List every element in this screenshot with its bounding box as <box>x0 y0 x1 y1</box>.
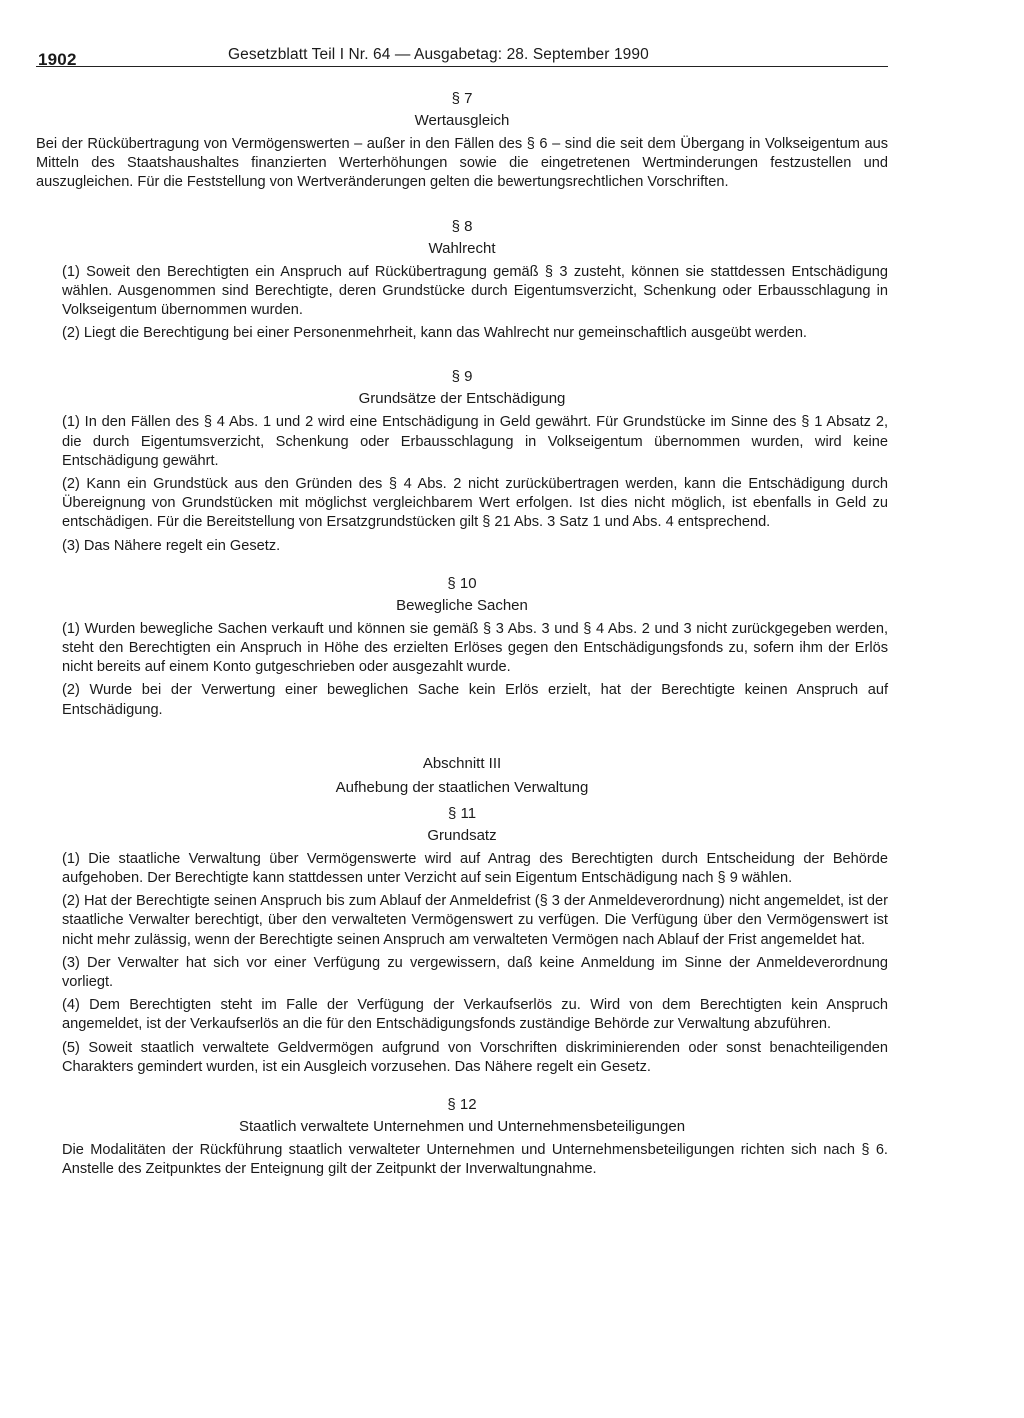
section-number: § 8 <box>451 217 473 235</box>
paragraph: (1) In den Fällen des § 4 Abs. 1 und 2 wird eine Entschädigung in Geld gewährt. Für Grundstücke im Sinne des § 1 Absatz 2, die durch Eigentumsverzicht, Schenkung oder Erbausschlagung in Volkseigentum übernommen wurden, wird keine Entschädigung gewährt. <box>62 414 888 469</box>
section-7 <box>36 89 888 193</box>
paragraph: (3) Der Verwalter hat sich vor einer Verfügung zu vergewissern, daß keine Anmeldung im Sinne der Anmeldeverordnung vorliegt. <box>62 954 888 991</box>
section-number: § 9 <box>451 368 473 386</box>
part-3 <box>36 754 888 798</box>
section-10 <box>36 574 888 720</box>
part-number: Abschnitt III <box>422 754 502 772</box>
section-title: Grundsatz <box>427 826 497 844</box>
paragraph: (1) Soweit den Berechtigten ein Anspruch auf Rückübertragung gemäß § 3 zusteht, können sie stattdessen Entschädigung wählen. Ausgenommen sind Berechtigte, deren Grundstücke durch Eigentumsverzicht, Schenkung oder Erbausschlagung in Volkseigentum übernommen wurden. <box>62 263 888 319</box>
part-title: Aufhebung der staatlichen Verwaltung <box>335 778 589 796</box>
section-number: § 12 <box>447 1096 477 1114</box>
section-number: § 11 <box>447 804 477 822</box>
section-title: Bewegliche Sachen <box>396 596 528 614</box>
section-title: Wahlrecht <box>428 239 496 257</box>
section-title: Grundsätze der Entschädigung <box>358 390 566 408</box>
paragraph: (1) Wurden bewegliche Sachen verkauft und können sie gemäß § 3 Abs. 3 und § 4 Abs. 2 und 3 nicht zurückgegeben werden, steht den Berechtigten ein Anspruch in Höhe des erzielten Erlöses gegen den Entschädigungsfonds zu, sofern ihm der Erlös nicht bereits auf einem Konto gutgeschrieben oder ausgezahlt wurde. <box>62 620 888 676</box>
section-8 <box>36 217 888 344</box>
paragraph: (1) Die staatliche Verwaltung über Vermögenswerte wird auf Antrag des Berechtigten durch Entscheidung der Behörde aufgehoben. Der Berechtigte kann stattdessen unter Verzicht auf sein Eigentum Entschädigung nach § 9 wählen. <box>62 850 888 887</box>
paragraph: (4) Dem Berechtigten steht im Falle der Verfügung der Verkaufserlös zu. Wird von dem Berechtigten kein Anspruch angemeldet, ist der Verkaufserlös an die für den Entschädigungsfonds zuständige Behörde zur Verwaltung abzuführen. <box>62 997 888 1033</box>
section-12 <box>36 1095 888 1179</box>
paragraph: Die Modalitäten der Rückführung staatlich verwalteter Unternehmen und Unternehmensbeteiligungen richten sich nach § 6. Anstelle des Zeitpunktes der Enteignung gilt der Zeitpunkt der Inverwaltungnahme. <box>62 1142 888 1178</box>
paragraph: (2) Kann ein Grundstück aus den Gründen des § 4 Abs. 2 nicht zurückübertragen werden, kann die Entschädigung durch Übereignung von Grundstücken mit möglichst vergleichbarem Wert erfolgen. Ist dies nicht möglich, ist ebenfalls in Geld zu entschädigen. Für die Bereitstellung von Ersatzgrundstücken gilt § 21 Abs. 3 Satz 1 und Abs. 4 entsprechend. <box>62 476 888 531</box>
paragraph: Bei der Rückübertragung von Vermögenswerten – außer in den Fällen des § 6 – sind die seit dem Übergang in Volkseigentum aus Mitteln des Staatshaushaltes finanzierten Werterhöhungen sowie die eingetretenen Wertminderungen festzustellen und auszugleichen. Für die Feststellung von Wertveränderungen gelten die bewertungsrechtlichen Vorschriften. <box>36 136 888 191</box>
paragraph: (2) Liegt die Berechtigung bei einer Personenmehrheit, kann das Wahlrecht nur gemeinschaftlich ausgeübt werden. <box>62 325 807 342</box>
header-title: Gesetzblatt Teil I Nr. 64 — Ausgabetag: 28. September 1990 <box>228 46 649 63</box>
paragraph: (3) Das Nähere regelt ein Gesetz. <box>62 537 281 554</box>
paragraph: (2) Hat der Berechtigte seinen Anspruch bis zum Ablauf der Anmeldefrist (§ 3 der Anmeldeverordnung) nicht angemeldet, ist der staatliche Verwalter berechtigt, über den verwalteten Vermögenswert zu verfügen. Die Verfügung über den Vermögenswert ist nicht mehr zulässig, wenn der Berechtigte seinen Anspruch am verwalteten Vermögen nach Ablauf der Frist angemeldet hat. <box>62 893 888 948</box>
section-title: Wertausgleich <box>414 112 510 129</box>
paragraph: (2) Wurde bei der Verwertung einer beweglichen Sache kein Erlös erzielt, hat der Berechtigte keinen Anspruch auf Entschädigung. <box>62 682 888 718</box>
document-page <box>36 40 888 1184</box>
section-title: Staatlich verwaltete Unternehmen und Unternehmensbeteiligungen <box>238 1118 686 1136</box>
section-number: § 7 <box>451 90 473 107</box>
section-11 <box>36 804 888 1077</box>
section-9 <box>36 367 888 555</box>
section-number: § 10 <box>447 574 477 592</box>
paragraph: (5) Soweit staatlich verwaltete Geldvermögen aufgrund von Vorschriften diskriminierenden oder sonst benachteiligenden Charakters gemindert wurden, ist ein Ausgleich vorzusehen. Das Nähere regelt ein Gesetz. <box>62 1039 888 1075</box>
page-number: 1902 <box>38 50 77 69</box>
running-header <box>36 40 888 67</box>
